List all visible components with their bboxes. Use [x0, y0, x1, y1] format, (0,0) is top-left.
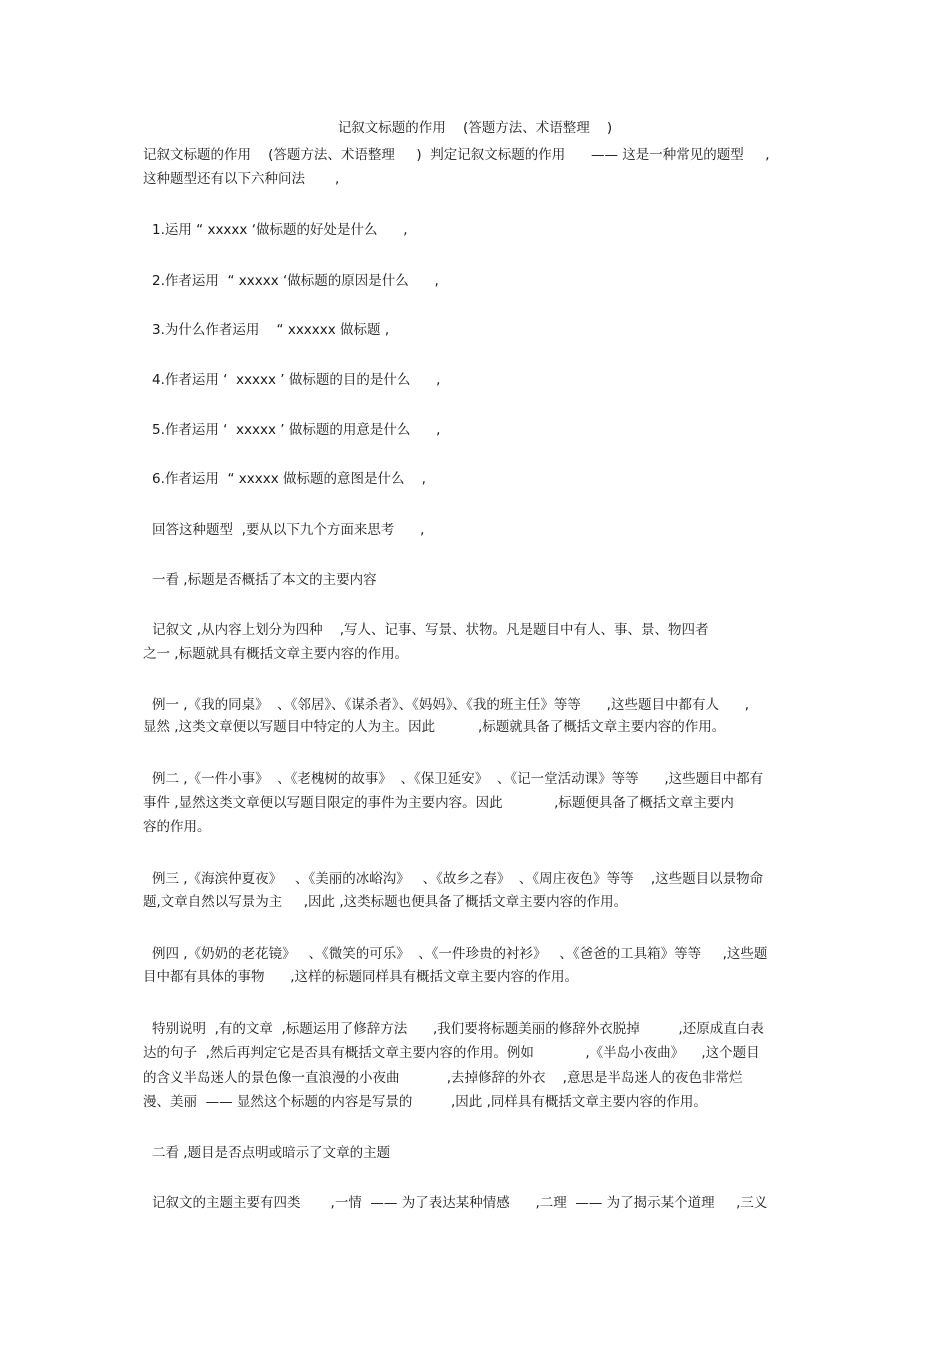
question-item-3: 3.为什么作者运用 “ xxxxxx 做标题 ,: [152, 322, 390, 338]
question-item-6: 6.作者运用 “ xxxxx 做标题的意图是什么 ,: [152, 471, 426, 487]
section-heading-1: 一看 ,标题是否概括了本文的主要内容: [152, 572, 377, 588]
question-item-4: 4.作者运用 ‘ xxxxx ’ 做标题的目的是什么 ,: [152, 372, 441, 388]
example-2-line-3: 容的作用。: [143, 819, 211, 835]
paragraph-2-line-1: 记叙文的主题主要有四类 ,一情 —— 为了表达某种情感 ,二理 —— 为了揭示某个道理 ,三义: [152, 1195, 768, 1211]
paragraph-1-line-1: 记叙文 ,从内容上划分为四种 ,写人、记事、写景、状物。凡是题目中有人、事、景、物四者: [152, 622, 709, 638]
document-title: 记叙文标题的作用 (答题方法、术语整理 ): [337, 120, 613, 136]
intro-line-1: 记叙文标题的作用 (答题方法、术语整理 ) 判定记叙文标题的作用 —— 这是一种常见的题型 ,: [143, 147, 770, 163]
question-item-1: 1.运用 “ xxxxx ‘做标题的好处是什么 ,: [152, 222, 408, 238]
special-note-line-3: 的含义半岛迷人的景色像一直浪漫的小夜曲 ,去掉修辞的外衣 ,意思是半岛迷人的夜色非常烂: [143, 1070, 743, 1086]
example-4-line-1: 例四 ,《奶奶的老花镜》 、《微笑的可乐》 、《一件珍贵的衬衫》 、《爸爸的工具箱》等等 ,这些题: [152, 946, 768, 962]
special-note-line-2: 达的句子 ,然后再判定它是否具有概括文章主要内容的作用。例如 ,《半岛小夜曲》 ,这个题目: [143, 1045, 760, 1061]
example-2-line-1: 例二 ,《一件小事》 、《老槐树的故事》 、《保卫延安》 、《记一堂活动课》等等 ,这些题目中都有: [152, 771, 764, 787]
question-item-2: 2.作者运用 “ xxxxx ‘做标题的原因是什么 ,: [152, 273, 439, 289]
example-2-line-2: 事件 ,显然这类文章便以写题目限定的事件为主要内容。因此 ,标题便具备了概括文章主要内: [143, 795, 734, 811]
example-3-line-1: 例三 ,《海滨仲夏夜》 、《美丽的冰峪沟》 、《故乡之春》 、《周庄夜色》等等 ,这些题目以景物命: [152, 871, 764, 887]
question-item-5: 5.作者运用 ‘ xxxxx ’ 做标题的用意是什么 ,: [152, 422, 441, 438]
example-3-line-2: 题,文章自然以写景为主 ,因此 ,这类标题也便具备了概括文章主要内容的作用。: [143, 894, 628, 910]
intro-line-2: 这种题型还有以下六种问法 ,: [143, 171, 340, 187]
example-1-line-2: 显然 ,这类文章便以写题目中特定的人为主。因此 ,标题就具备了概括文章主要内容的作用。: [143, 719, 726, 735]
example-1-line-1: 例一 ,《我的同桌》 、《邻居》、《谋杀者》、《妈妈》、《我的班主任》等等 ,这些题目中都有人 ,: [152, 697, 749, 713]
section-heading-2: 二看 ,题目是否点明或暗示了文章的主题: [152, 1145, 391, 1161]
example-4-line-2: 目中都有具体的事物 ,这样的标题同样具有概括文章主要内容的作用。: [143, 969, 579, 985]
answer-intro: 回答这种题型 ,要从以下九个方面来思考 ,: [152, 522, 425, 538]
paragraph-1-line-2: 之一 ,标题就具有概括文章主要内容的作用。: [143, 646, 409, 662]
special-note-line-1: 特别说明 ,有的文章 ,标题运用了修辞方法 ,我们要将标题美丽的修辞外衣脱掉 ,还原成直白表: [152, 1021, 764, 1037]
special-note-line-4: 漫、美丽 —— 显然这个标题的内容是写景的 ,因此 ,同样具有概括文章主要内容的作用。: [143, 1094, 707, 1110]
